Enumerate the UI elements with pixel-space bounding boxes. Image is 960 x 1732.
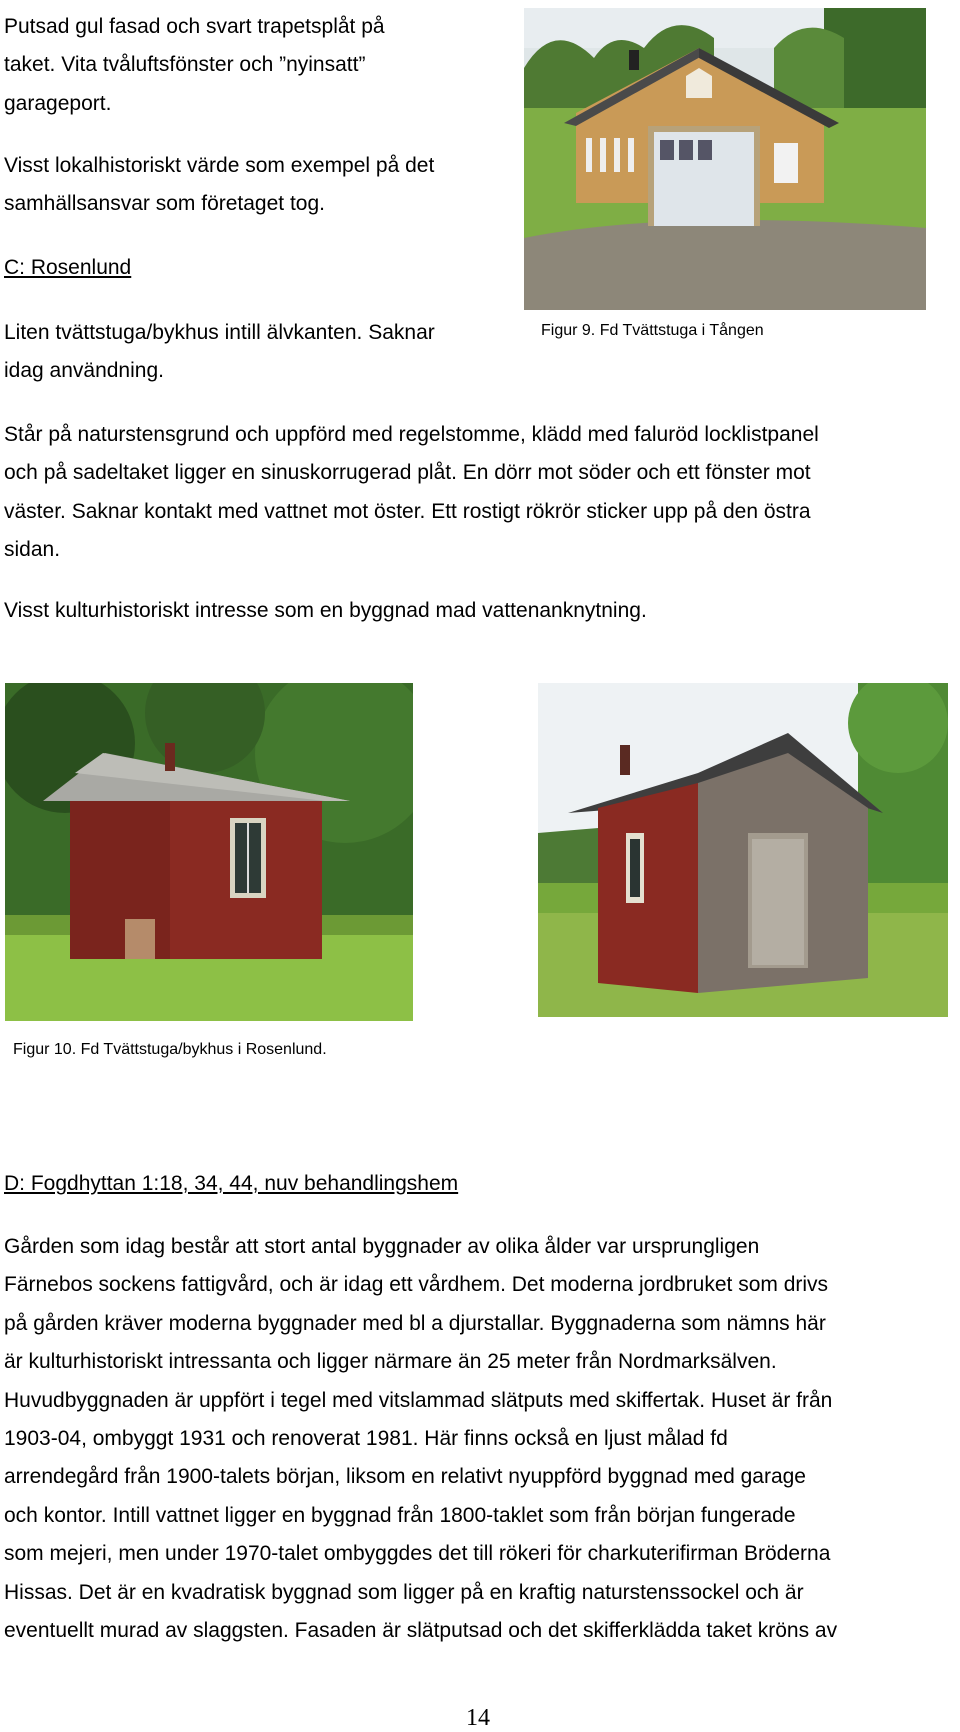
intro-paragraph: [4, 8, 504, 123]
figure10-caption: Figur 10. Fd Tvättstuga/bykhus i Rosenlund.: [13, 1041, 327, 1058]
text-line: Liten tvättstuga/bykhus intill älvkanten. Saknar: [4, 321, 435, 344]
value-paragraph-b: [4, 147, 504, 224]
text-line: Visst lokalhistoriskt värde som exempel på det: [4, 154, 435, 177]
section-d-body: [4, 1228, 959, 1650]
text-line: och kontor. Intill vattnet ligger en byggnad från 1800-taklet som från början fungerade: [4, 1503, 796, 1527]
text-line: Hissas. Det är en kvadratisk byggnad som ligger på en kraftig naturstenssockel och är: [4, 1580, 804, 1604]
page-number: 14: [466, 1705, 490, 1731]
section-c-heading: C: Rosenlund: [4, 256, 132, 279]
text-line: Står på naturstensgrund och uppförd med regelstomme, klädd med faluröd locklistpanel: [4, 423, 819, 446]
figure10-photo-right: [538, 683, 948, 1017]
figure9-caption: Figur 9. Fd Tvättstuga i Tången: [541, 322, 764, 339]
text-line: Färnebos sockens fattigvård, och är idag ett vårdhem. Det moderna jordbruket som drivs: [4, 1273, 829, 1297]
text-line: på gården kräver moderna byggnader med bl a djurstallar. Byggnaderna som nämns här: [4, 1311, 826, 1335]
text-line: sidan.: [4, 538, 61, 562]
text-line: idag användning.: [4, 359, 164, 383]
figure9-photo: [524, 8, 926, 310]
text-line: Huvudbyggnaden är uppfört i tegel med vitslammad slätputs med skiffertak. Huset är från: [4, 1388, 833, 1412]
text-line: taket. Vita tvåluftsfönster och ”nyinsatt”: [4, 53, 366, 77]
text-line: arrendegård från 1900-talets början, liksom en relativt nyuppförd byggnad med garage: [4, 1465, 806, 1489]
text-line: samhällsansvar som företaget tog.: [4, 192, 325, 216]
text-line: 1903-04, ombyggt 1931 och renoverat 1981. Här finns också en ljust målad fd: [4, 1427, 728, 1451]
section-d-heading: D: Fogdhyttan 1:18, 34, 44, nuv behandlingshem: [4, 1172, 459, 1195]
text-line: eventuellt murad av slaggsten. Fasaden är slätputsad och det skifferklädda taket kröns av: [4, 1619, 838, 1643]
text-line: Putsad gul fasad och svart trapetsplåt på: [4, 15, 385, 38]
text-line: och på sadeltaket ligger en sinuskorrugerad plåt. En dörr mot söder och ett fönster mot: [4, 461, 811, 485]
section-c-value: Visst kulturhistoriskt intresse som en byggnad mad vattenanknytning.: [4, 599, 647, 622]
text-line: Gården som idag består att stort antal byggnader av olika ålder var ursprungligen: [4, 1235, 760, 1258]
text-line: väster. Saknar kontakt med vattnet mot öster. Ett rostigt rökrör sticker upp på den östra: [4, 499, 811, 523]
text-line: är kulturhistoriskt intressanta och ligger närmare än 25 meter från Nordmarksälven.: [4, 1350, 777, 1374]
text-line: garageport.: [4, 91, 112, 115]
figure10-photo-left: [5, 683, 413, 1021]
section-c-intro: [4, 314, 504, 391]
section-c-body: [4, 416, 954, 570]
text-line: som mejeri, men under 1970-talet ombyggdes det till rökeri för charkuterifirman Bröderna: [4, 1542, 831, 1566]
